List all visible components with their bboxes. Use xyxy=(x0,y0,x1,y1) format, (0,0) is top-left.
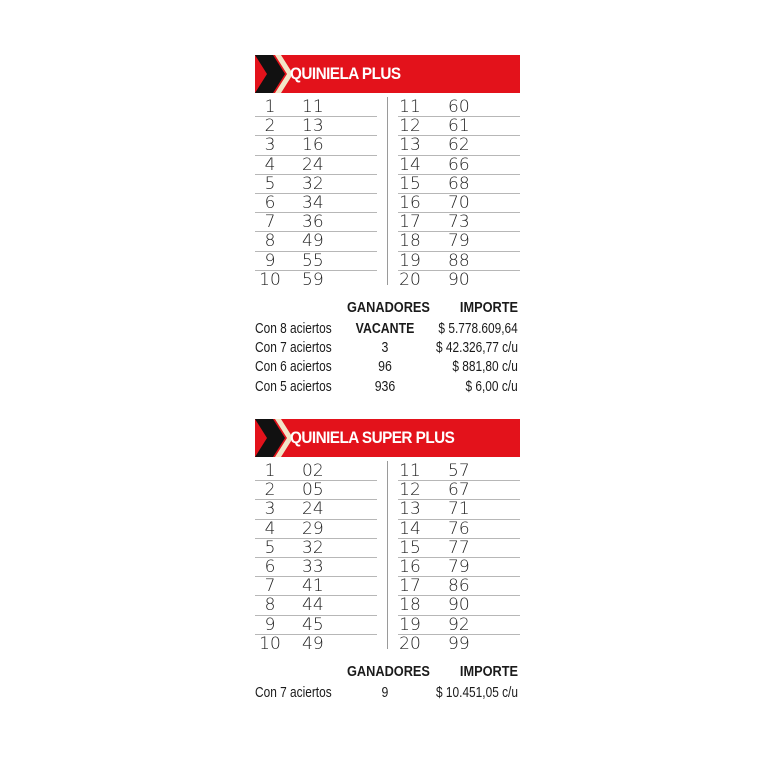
draw-position: 17 xyxy=(399,576,421,597)
numbers-column-right xyxy=(398,98,520,290)
draw-position: 3 xyxy=(264,499,276,520)
number-row xyxy=(398,98,520,117)
drawn-number: 92 xyxy=(448,614,470,635)
prize-row xyxy=(255,684,520,703)
draw-position: 20 xyxy=(399,269,421,290)
number-row xyxy=(398,558,520,577)
draw-position: 15 xyxy=(399,173,421,194)
draw-position: 11 xyxy=(399,461,421,481)
prize-amount: $ 6,00 c/u xyxy=(465,378,518,395)
number-row xyxy=(255,577,377,596)
number-row xyxy=(255,596,377,615)
drawn-number: 99 xyxy=(448,633,470,654)
column-divider xyxy=(387,461,388,649)
number-row xyxy=(398,577,520,596)
draw-position: 9 xyxy=(264,250,276,271)
winners-heading: GANADORES xyxy=(347,300,430,316)
quiniela-plus-title: QUINIELA PLUS xyxy=(290,64,401,83)
draw-position: 14 xyxy=(399,518,421,539)
number-row xyxy=(398,596,520,615)
number-row xyxy=(398,136,520,155)
prize-row xyxy=(255,339,520,358)
draw-position: 7 xyxy=(264,212,276,233)
column-divider xyxy=(387,97,388,285)
draw-position: 11 xyxy=(399,97,421,117)
amount-heading: IMPORTE xyxy=(459,664,518,680)
draw-position: 16 xyxy=(399,192,421,213)
drawn-number: 90 xyxy=(448,595,470,616)
draw-position: 18 xyxy=(399,231,421,252)
drawn-number: 71 xyxy=(448,499,470,520)
draw-position: 1 xyxy=(264,97,276,117)
drawn-number: 57 xyxy=(448,461,470,481)
draw-position: 8 xyxy=(264,595,276,616)
quiniela-plus-section xyxy=(255,55,520,397)
number-row xyxy=(255,232,377,251)
number-row xyxy=(255,213,377,232)
draw-position: 1 xyxy=(264,461,276,481)
draw-position: 8 xyxy=(264,231,276,252)
drawn-number: 05 xyxy=(302,480,324,501)
drawn-number: 88 xyxy=(448,250,470,271)
prize-label: Con 8 aciertos xyxy=(255,321,332,337)
number-row xyxy=(398,156,520,175)
number-row xyxy=(255,539,377,558)
numbers-column-left xyxy=(255,98,377,290)
drawn-number: 79 xyxy=(448,556,470,577)
drawn-number: 13 xyxy=(302,116,324,137)
quiniela-plus-header xyxy=(255,55,520,93)
drawn-number: 61 xyxy=(448,116,470,137)
drawn-number: 73 xyxy=(448,212,470,233)
number-row xyxy=(255,194,377,213)
drawn-number: 90 xyxy=(448,269,470,290)
draw-position: 16 xyxy=(399,556,421,577)
draw-position: 17 xyxy=(399,212,421,233)
number-row xyxy=(398,616,520,635)
drawn-number: 59 xyxy=(302,269,324,290)
drawn-number: 62 xyxy=(448,135,470,156)
draw-position: 4 xyxy=(264,154,276,175)
prize-winners: VACANTE xyxy=(355,321,415,337)
chevron-icon xyxy=(255,55,291,93)
quiniela-plus-numbers xyxy=(255,93,520,290)
drawn-number: 49 xyxy=(302,633,324,654)
draw-position: 5 xyxy=(264,537,276,558)
number-row xyxy=(398,481,520,500)
draw-position: 20 xyxy=(399,633,421,654)
chevron-icon xyxy=(255,419,291,457)
draw-position: 19 xyxy=(399,250,421,271)
number-row xyxy=(398,232,520,251)
drawn-number: 33 xyxy=(302,556,324,577)
quiniela-super-plus-title: QUINIELA SUPER PLUS xyxy=(290,428,455,447)
drawn-number: 02 xyxy=(302,461,324,481)
draw-position: 19 xyxy=(399,614,421,635)
number-row xyxy=(255,175,377,194)
number-row xyxy=(255,136,377,155)
number-row xyxy=(255,520,377,539)
draw-position: 9 xyxy=(264,614,276,635)
number-row xyxy=(255,481,377,500)
number-row xyxy=(398,500,520,519)
number-row xyxy=(398,271,520,290)
prizes-header xyxy=(255,300,520,320)
numbers-column-left xyxy=(255,462,377,654)
amount-heading: IMPORTE xyxy=(459,300,518,316)
number-row xyxy=(255,252,377,271)
draw-position: 5 xyxy=(264,173,276,194)
draw-position: 18 xyxy=(399,595,421,616)
winners-heading: GANADORES xyxy=(347,664,430,680)
number-row xyxy=(255,117,377,136)
prize-amount: $ 10.451,05 c/u xyxy=(436,685,518,701)
prizes-header xyxy=(255,664,520,684)
draw-position: 13 xyxy=(399,499,421,520)
drawn-number: 34 xyxy=(302,192,324,213)
draw-position: 13 xyxy=(399,135,421,156)
prize-winners: 3 xyxy=(381,340,389,357)
prize-winners: 9 xyxy=(381,685,389,701)
draw-position: 4 xyxy=(264,518,276,539)
drawn-number: 32 xyxy=(302,537,324,558)
drawn-number: 41 xyxy=(302,576,324,597)
number-row xyxy=(255,558,377,577)
number-row xyxy=(255,462,377,481)
prize-row xyxy=(255,320,520,339)
drawn-number: 44 xyxy=(302,595,324,616)
numbers-column-right xyxy=(398,462,520,654)
prize-amount: $ 5.778.609,64 xyxy=(438,321,518,337)
prize-label: Con 7 aciertos xyxy=(255,340,332,357)
number-row xyxy=(398,462,520,481)
drawn-number: 24 xyxy=(302,154,324,175)
number-row xyxy=(255,500,377,519)
drawn-number: 67 xyxy=(448,480,470,501)
number-row xyxy=(398,252,520,271)
number-row xyxy=(398,213,520,232)
drawn-number: 49 xyxy=(302,231,324,252)
draw-position: 3 xyxy=(264,135,276,156)
prize-row xyxy=(255,358,520,377)
drawn-number: 16 xyxy=(302,135,324,156)
number-row xyxy=(255,635,377,654)
number-row xyxy=(398,520,520,539)
draw-position: 2 xyxy=(264,480,276,501)
drawn-number: 79 xyxy=(448,231,470,252)
draw-position: 12 xyxy=(399,116,421,137)
quiniela-super-plus-prizes xyxy=(255,664,520,703)
draw-position: 10 xyxy=(259,269,281,290)
drawn-number: 36 xyxy=(302,212,324,233)
drawn-number: 70 xyxy=(448,192,470,213)
number-row xyxy=(255,156,377,175)
draw-position: 15 xyxy=(399,537,421,558)
prize-amount: $ 881,80 c/u xyxy=(452,359,518,376)
draw-position: 2 xyxy=(264,116,276,137)
quiniela-plus-prizes xyxy=(255,300,520,397)
prize-row xyxy=(255,378,520,397)
prize-label: Con 7 aciertos xyxy=(255,685,332,701)
drawn-number: 29 xyxy=(302,518,324,539)
number-row xyxy=(255,271,377,290)
drawn-number: 11 xyxy=(302,97,324,117)
number-row xyxy=(398,194,520,213)
draw-position: 10 xyxy=(259,633,281,654)
prize-label: Con 6 aciertos xyxy=(255,359,332,376)
draw-position: 14 xyxy=(399,154,421,175)
prize-label: Con 5 aciertos xyxy=(255,378,332,395)
number-row xyxy=(398,539,520,558)
drawn-number: 86 xyxy=(448,576,470,597)
drawn-number: 24 xyxy=(302,499,324,520)
number-row xyxy=(255,616,377,635)
draw-position: 7 xyxy=(264,576,276,597)
number-row xyxy=(255,98,377,117)
draw-position: 12 xyxy=(399,480,421,501)
number-row xyxy=(398,117,520,136)
prize-winners: 96 xyxy=(378,359,392,376)
draw-position: 6 xyxy=(264,192,276,213)
quiniela-super-plus-numbers xyxy=(255,457,520,654)
drawn-number: 32 xyxy=(302,173,324,194)
draw-position: 6 xyxy=(264,556,276,577)
drawn-number: 60 xyxy=(448,97,470,117)
drawn-number: 45 xyxy=(302,614,324,635)
quiniela-super-plus-section xyxy=(255,419,520,703)
drawn-number: 55 xyxy=(302,250,324,271)
number-row xyxy=(398,635,520,654)
drawn-number: 68 xyxy=(448,173,470,194)
quiniela-super-plus-header xyxy=(255,419,520,457)
number-row xyxy=(398,175,520,194)
drawn-number: 77 xyxy=(448,537,470,558)
drawn-number: 76 xyxy=(448,518,470,539)
drawn-number: 66 xyxy=(448,154,470,175)
prize-winners: 936 xyxy=(374,378,396,395)
prize-amount: $ 42.326,77 c/u xyxy=(436,340,518,357)
